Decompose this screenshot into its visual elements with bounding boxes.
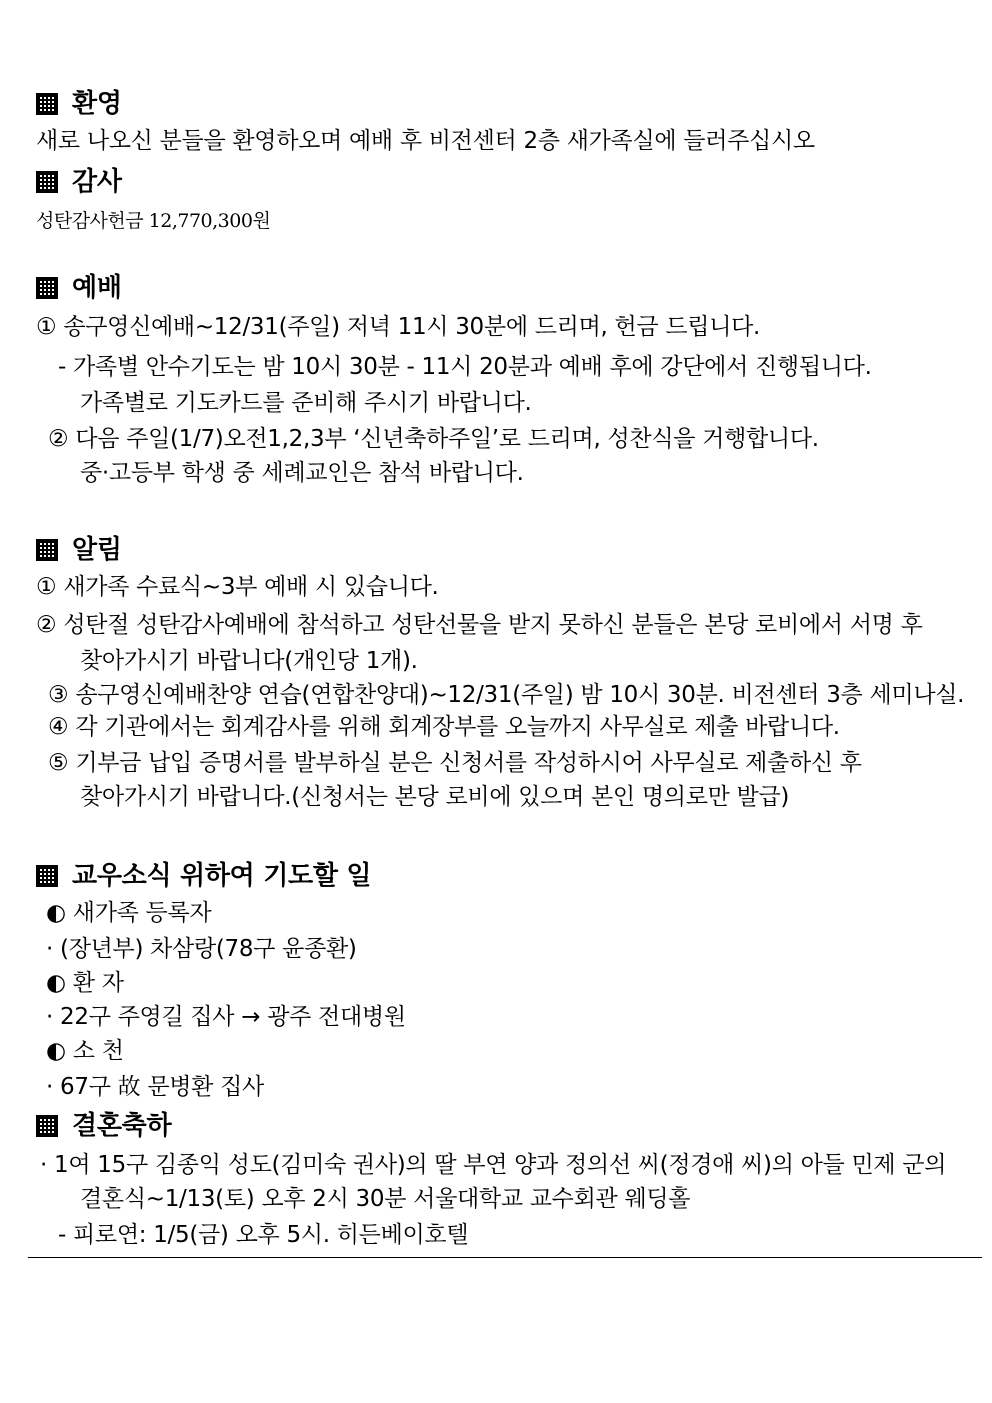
checkered-square-icon: [36, 93, 58, 115]
section-heading-thanks: 감사: [36, 166, 122, 198]
section-heading-wedding: 결혼축하: [36, 1110, 171, 1142]
checkered-square-icon: [36, 539, 58, 561]
welcome-text: 새로 나오신 분들을 환영하오며 예배 후 비전센터 2층 새가족실에 들러주십시오: [36, 128, 815, 154]
wedding-announcement: · 1여 15구 김종익 성도(김미숙 권사)의 딸 부연 양과 정의선 씨(정경애 씨)의 아들 민제 군의: [40, 1152, 947, 1178]
notice-item-2-cont: 찾아가시기 바랍니다(개인당 1개).: [80, 648, 418, 674]
prayer-patients-entry: · 22구 주영길 집사 → 광주 전대병원: [46, 1004, 406, 1030]
worship-item-2: ② 다음 주일(1/7)오전1,2,3부 ‘신년축하주일’로 드리며, 성찬식을 거행합니다.: [48, 426, 819, 452]
notice-item-4: ④ 각 기관에서는 회계감사를 위해 회계장부를 오늘까지 사무실로 제출 바랍니다.: [48, 714, 840, 740]
notice-item-5: ⑤ 기부금 납입 증명서를 발부하실 분은 신청서를 작성하시어 사무실로 제출하신 후: [48, 750, 862, 776]
notice-item-3: ③ 송구영신예배찬양 연습(연합찬양대)~12/31(주일) 밤 10시 30분. 비전센터 3층 세미나실.: [48, 682, 965, 708]
worship-item-1-detail: - 가족별 안수기도는 밤 10시 30분 - 11시 20분과 예배 후에 강단에서 진행됩니다.: [58, 354, 872, 380]
section-heading-prayer: 교우소식 위하여 기도할 일: [36, 860, 371, 892]
section-heading-notice: 알림: [36, 534, 122, 566]
notice-item-2: ② 성탄절 성탄감사예배에 참석하고 성탄선물을 받지 못하신 분들은 본당 로비에서 서명 후: [36, 612, 923, 638]
checkered-square-icon: [36, 865, 58, 887]
prayer-deceased-label: ◐ 소 천: [46, 1038, 124, 1064]
section-heading-worship: 예배: [36, 272, 122, 304]
worship-item-1: ① 송구영신예배~12/31(주일) 저녁 11시 30분에 드리며, 헌금 드립니다.: [36, 314, 761, 340]
worship-item-1-detail-cont: 가족별로 기도카드를 준비해 주시기 바랍니다.: [80, 390, 532, 416]
prayer-new-members-entry: · (장년부) 차삼랑(78구 윤종환): [46, 936, 357, 962]
thanks-offering-text: 성탄감사헌금 12,770,300원: [36, 210, 271, 232]
wedding-reception: - 피로연: 1/5(금) 오후 5시. 히든베이호텔: [58, 1222, 469, 1248]
bottom-divider: [28, 1257, 982, 1258]
notice-item-5-cont: 찾아가시기 바랍니다.(신청서는 본당 로비에 있으며 본인 명의로만 발급): [80, 784, 790, 810]
checkered-square-icon: [36, 171, 58, 193]
prayer-new-members-label: ◐ 새가족 등록자: [46, 900, 212, 926]
wedding-announcement-cont: 결혼식~1/13(토) 오후 2시 30분 서울대학교 교수회관 웨딩홀: [80, 1186, 691, 1212]
prayer-deceased-entry: · 67구 故 문병환 집사: [46, 1074, 264, 1100]
notice-item-1: ① 새가족 수료식~3부 예배 시 있습니다.: [36, 574, 439, 600]
prayer-patients-label: ◐ 환 자: [46, 970, 124, 996]
worship-item-2-cont: 중·고등부 학생 중 세례교인은 참석 바랍니다.: [80, 460, 524, 486]
checkered-square-icon: [36, 1115, 58, 1137]
section-heading-welcome: 환영: [36, 88, 122, 120]
checkered-square-icon: [36, 277, 58, 299]
